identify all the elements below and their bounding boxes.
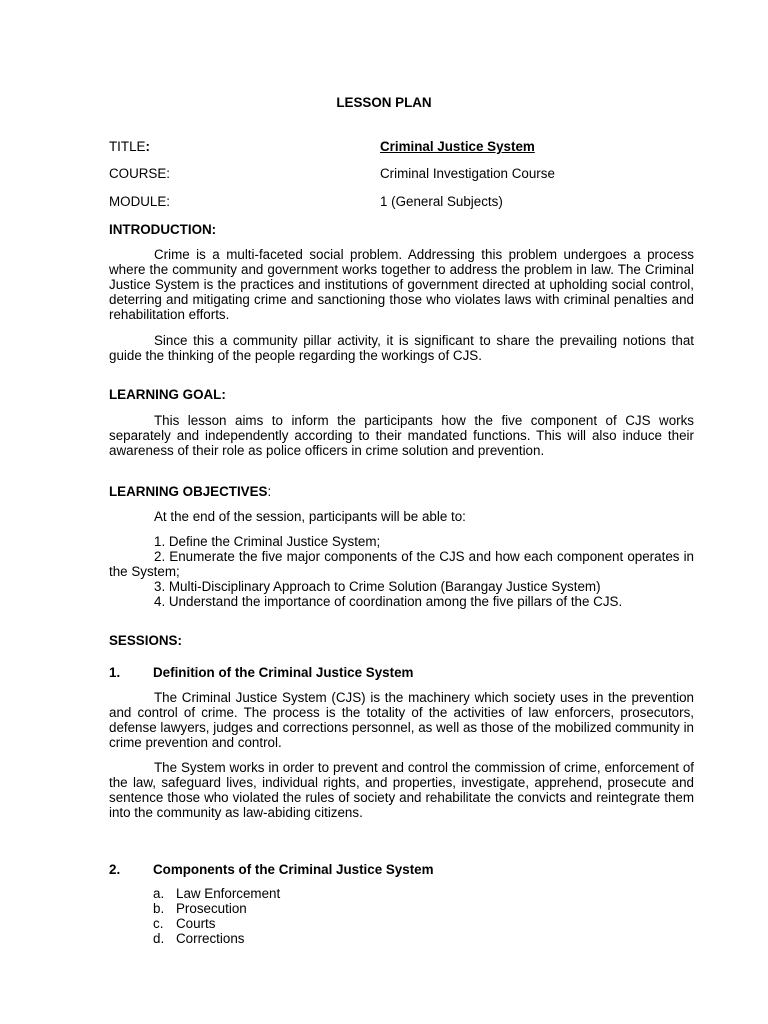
sessions-heading: SESSIONS:: [109, 633, 182, 648]
module-label: MODULE:: [109, 194, 171, 209]
objective-item: 1. Define the Criminal Justice System;: [154, 534, 381, 549]
course-value: Criminal Investigation Course: [380, 166, 555, 181]
list-marker: a.: [153, 886, 165, 901]
list-item-text: Law Enforcement: [176, 886, 281, 901]
learning-goal-paragraph: This lesson aims to inform the participants how the five component of CJS works separately and independently according to their mandated functions. This will also induce their awareness of their role as police officers in crime solution and prevention.: [109, 413, 694, 458]
learning-objectives-intro: At the end of the session, participants will be able to:: [154, 509, 466, 524]
session-1-paragraph-2: The System works in order to prevent and control the commission of crime, enforcement of the law, safeguard lives, individual rights, and properties, investigate, apprehend, prosecute and sentence those who violated the rules of society and rehabilitate the convicts and reintegrate them into the community as law-abiding citizens.: [109, 760, 694, 820]
list-item: [153, 931, 280, 946]
introduction-paragraph-1: Crime is a multi-faceted social problem. Addressing this problem undergoes a process where the community and government works together to address the problem in law. The Criminal Justice System is the practices and institutions of government directed at upholding social control, deterring and mitigating crime and sanctioning those who violates laws with criminal penalties and rehabilitation efforts.: [109, 247, 694, 322]
session-1-paragraph-1: The Criminal Justice System (CJS) is the machinery which society uses in the prevention and control of crime. The process is the totality of the activities of law enforcers, prosecutors, defense lawyers, judges and corrections personnel, as well as those of the mobilized community in crime prevention and control.: [109, 690, 694, 750]
list-item: [153, 901, 280, 916]
list-marker: c.: [153, 916, 164, 931]
page-title: LESSON PLAN: [336, 95, 432, 110]
list-item: [153, 916, 280, 931]
list-item-text: Prosecution: [176, 901, 247, 916]
list-marker: d.: [153, 931, 165, 946]
objective-item: 2. Enumerate the five major components of the CJS and how each component operates in the System;: [109, 549, 694, 579]
title-label-colon: :: [145, 139, 150, 154]
learning-objectives-list: [109, 534, 694, 609]
list-marker: b.: [153, 901, 165, 916]
list-item-text: Courts: [176, 916, 216, 931]
list-item-text: Corrections: [176, 931, 245, 946]
learning-objectives-heading: [109, 484, 271, 499]
session-2-title: Components of the Criminal Justice System: [153, 862, 434, 877]
learning-objectives-colon: :: [267, 484, 272, 499]
course-label: COURSE:: [109, 166, 171, 181]
module-value: 1 (General Subjects): [380, 194, 503, 209]
introduction-heading: INTRODUCTION:: [109, 222, 217, 237]
session-2-number: 2.: [109, 862, 121, 877]
objective-item: 4. Understand the importance of coordination among the five pillars of the CJS.: [154, 594, 623, 609]
objective-item: 3. Multi-Disciplinary Approach to Crime Solution (Barangay Justice System): [154, 579, 601, 594]
session-1-title: Definition of the Criminal Justice System: [153, 665, 414, 680]
title-label: [109, 139, 150, 154]
introduction-paragraph-2: Since this a community pillar activity, it is significant to share the prevailing notions that guide the thinking of the people regarding the workings of CJS.: [109, 333, 694, 363]
components-list: [153, 886, 280, 946]
session-1-number: 1.: [109, 665, 121, 680]
learning-objectives-heading-text: LEARNING OBJECTIVES: [109, 484, 268, 499]
title-value: Criminal Justice System: [380, 139, 535, 154]
title-label-text: TITLE: [109, 139, 146, 154]
learning-goal-heading: LEARNING GOAL:: [109, 387, 226, 402]
list-item: [153, 886, 280, 901]
